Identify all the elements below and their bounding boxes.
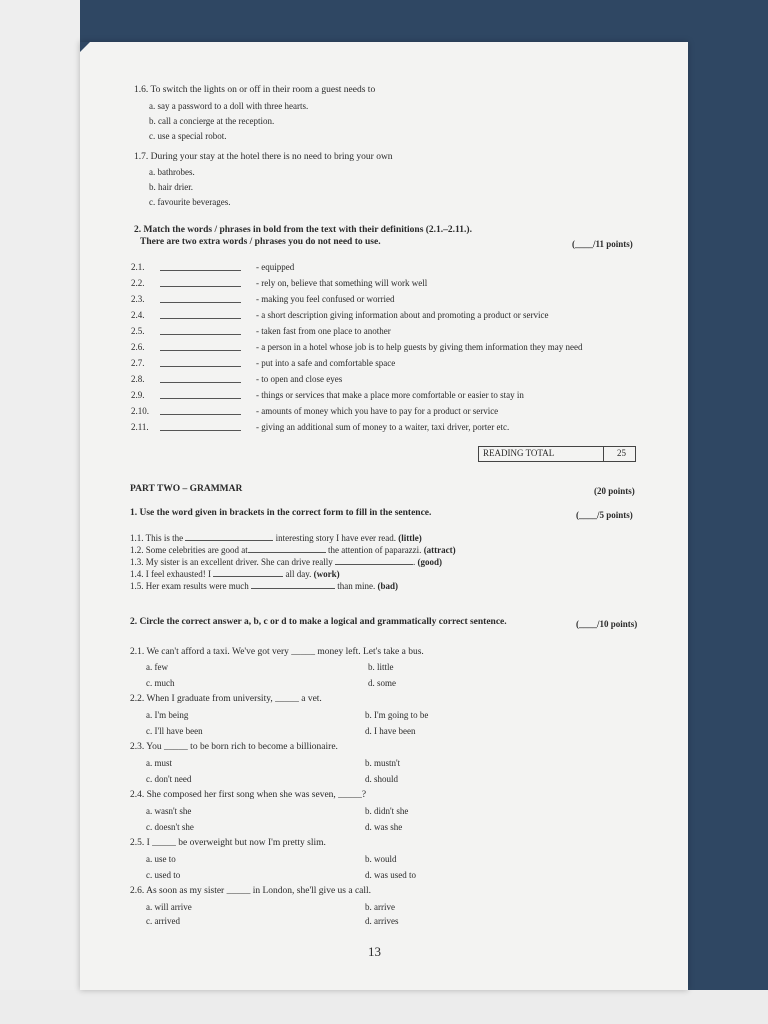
box-divider (603, 447, 604, 461)
answer-option[interactable]: b. mustn't (365, 758, 401, 768)
task-points: (____/11 points) (572, 239, 633, 249)
answer-option[interactable]: a. I'm being (146, 710, 189, 720)
definition: - equipped (256, 262, 295, 272)
answer-option[interactable]: a. use to (146, 854, 176, 864)
answer-option[interactable]: c. don't need (146, 774, 192, 784)
item-number: 2.11. (131, 422, 149, 432)
question-stem: 2.2. When I graduate from university, _____ a vet. (130, 694, 322, 704)
answer-option[interactable]: b. didn't she (365, 806, 409, 816)
answer-option[interactable]: b. hair drier. (149, 182, 193, 192)
sentence-item: 1.1. This is the interesting story I have ever read. (little) (130, 533, 422, 543)
question-stem: 2.3. You _____ to be born rich to become a billionaire. (130, 742, 338, 752)
item-number: 2.5. (131, 326, 145, 336)
background-left (0, 0, 80, 1024)
reading-total-box (478, 446, 636, 462)
item-number: 2.8. (131, 374, 145, 384)
question-stem: 1.7. During your stay at the hotel there is no need to bring your own (134, 152, 393, 162)
answer-option[interactable]: c. doesn't she (146, 822, 194, 832)
answer-option[interactable]: c. favourite beverages. (149, 197, 231, 207)
item-number: 2.1. (131, 262, 145, 272)
answer-option[interactable]: a. bathrobes. (149, 167, 195, 177)
answer-blank[interactable] (160, 398, 241, 399)
answer-blank[interactable] (160, 334, 241, 335)
answer-option[interactable]: c. use a special robot. (149, 131, 227, 141)
answer-option[interactable]: c. I'll have been (146, 726, 203, 736)
item-number: 2.4. (131, 310, 145, 320)
task-points: (____/10 points) (576, 619, 638, 629)
item-number: 2.3. (131, 294, 145, 304)
answer-blank[interactable] (160, 414, 241, 415)
answer-blank[interactable] (160, 350, 241, 351)
answer-blank[interactable] (213, 568, 283, 577)
task-title: 2. Circle the correct answer a, b, c or d to make a logical and grammatically correct sentence. (130, 617, 507, 627)
answer-option[interactable]: a. say a password to a doll with three hearts. (149, 101, 309, 111)
item-number: 2.6. (131, 342, 145, 352)
sentence-item: 1.2. Some celebrities are good at the attention of paparazzi. (attract) (130, 545, 456, 555)
answer-blank[interactable] (160, 430, 241, 431)
definition: - a person in a hotel whose job is to help guests by giving them information they may need (256, 342, 583, 352)
definition: - to open and close eyes (256, 374, 343, 384)
answer-blank[interactable] (160, 270, 241, 271)
answer-blank[interactable] (251, 580, 335, 589)
sentence-item: 1.5. Her exam results were much than mine. (bad) (130, 581, 398, 591)
question-stem: 2.6. As soon as my sister _____ in London, she'll give us a call. (130, 886, 372, 896)
question-stem: 2.5. I _____ be overweight but now I'm pretty slim. (130, 838, 326, 848)
answer-blank[interactable] (160, 382, 241, 383)
answer-option[interactable]: c. arrived (146, 916, 180, 926)
reading-total-value: 25 (617, 448, 626, 458)
answer-option[interactable]: a. must (146, 758, 172, 768)
answer-option[interactable]: a. wasn't she (146, 806, 192, 816)
task-subtitle: There are two extra words / phrases you do not need to use. (140, 237, 381, 247)
definition: - amounts of money which you have to pay for a product or service (256, 406, 499, 416)
reading-total-label: READING TOTAL (483, 448, 555, 458)
page-number: 13 (368, 944, 381, 959)
item-number: 2.10. (131, 406, 149, 416)
answer-blank[interactable] (160, 286, 241, 287)
answer-option[interactable]: d. some (368, 678, 396, 688)
question-stem: 2.4. She composed her first song when she was seven, _____? (130, 790, 367, 800)
definition: - a short description giving information about and promoting a product or service (256, 310, 549, 320)
answer-option[interactable]: b. call a concierge at the reception. (149, 116, 275, 126)
answer-option[interactable]: d. was used to (365, 870, 416, 880)
answer-option[interactable]: d. arrives (365, 916, 399, 926)
definition: - put into a safe and comfortable space (256, 358, 396, 368)
definition: - giving an additional sum of money to a waiter, taxi driver, porter etc. (256, 422, 510, 432)
answer-blank[interactable] (248, 544, 326, 553)
answer-option[interactable]: d. was she (365, 822, 403, 832)
question-stem: 2.1. We can't afford a taxi. We've got very _____ money left. Let's take a bus. (130, 647, 424, 657)
item-number: 2.7. (131, 358, 145, 368)
definition: - rely on, believe that something will work well (256, 278, 428, 288)
answer-option[interactable]: b. I'm going to be (365, 710, 429, 720)
answer-option[interactable]: b. would (365, 854, 397, 864)
definition: - taken fast from one place to another (256, 326, 391, 336)
item-number: 2.9. (131, 390, 145, 400)
background-bottom (0, 990, 768, 1024)
section-title: PART TWO – GRAMMAR (130, 484, 243, 494)
task-title: 1. Use the word given in brackets in the correct form to fill in the sentence. (130, 508, 432, 518)
definition: - making you feel confused or worried (256, 294, 395, 304)
sentence-item: 1.3. My sister is an excellent driver. She can drive really . (good) (130, 557, 442, 567)
answer-option[interactable]: a. will arrive (146, 902, 192, 912)
answer-blank[interactable] (160, 318, 241, 319)
item-number: 2.2. (131, 278, 145, 288)
question-stem: 1.6. To switch the lights on or off in their room a guest needs to (134, 85, 376, 95)
answer-option[interactable]: d. should (365, 774, 399, 784)
answer-option[interactable]: c. much (146, 678, 175, 688)
answer-option[interactable]: d. I have been (365, 726, 416, 736)
section-points: (20 points) (594, 486, 635, 496)
answer-blank[interactable] (335, 556, 413, 565)
answer-blank[interactable] (160, 302, 241, 303)
task-title: 2. Match the words / phrases in bold from the text with their definitions (2.1.–2.11.). (134, 225, 472, 235)
answer-option[interactable]: a. few (146, 662, 168, 672)
sentence-item: 1.4. I feel exhausted! I all day. (work) (130, 569, 340, 579)
task-points: (____/5 points) (576, 510, 633, 520)
answer-blank[interactable] (185, 532, 273, 541)
answer-blank[interactable] (160, 366, 241, 367)
answer-option[interactable]: b. arrive (365, 902, 395, 912)
definition: - things or services that make a place more comfortable or easier to stay in (256, 390, 524, 400)
answer-option[interactable]: c. used to (146, 870, 181, 880)
answer-option[interactable]: b. little (368, 662, 394, 672)
page-corner (80, 42, 90, 52)
